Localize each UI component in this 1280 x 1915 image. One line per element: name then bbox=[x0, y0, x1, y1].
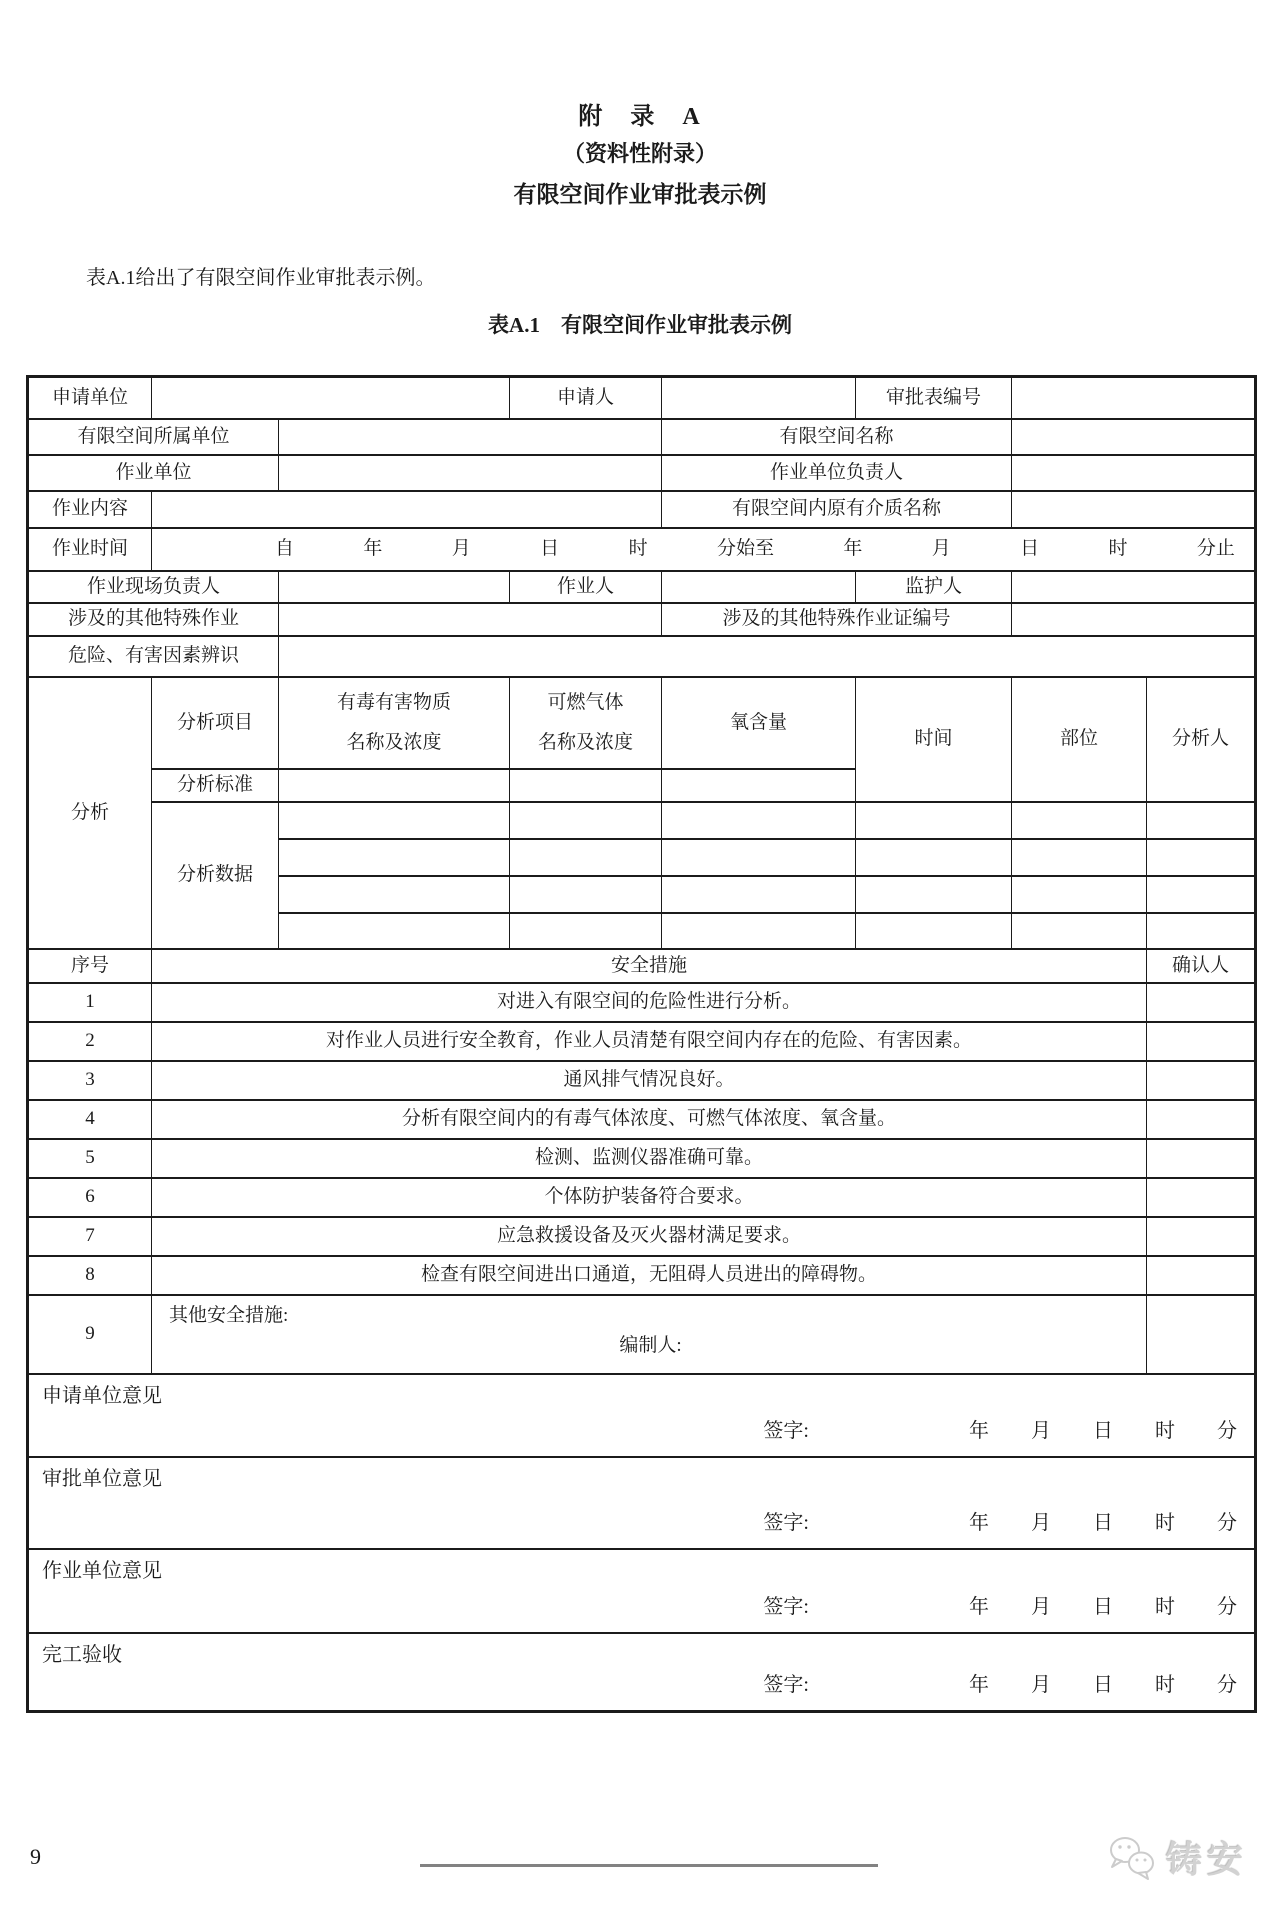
opinion-content bbox=[32, 1551, 1251, 1631]
field-data-flammable-4 bbox=[510, 913, 662, 949]
field-data-flammable-1 bbox=[510, 802, 662, 839]
label-analysis-standard: 分析标准 bbox=[152, 769, 279, 802]
field-other-special-work bbox=[279, 603, 662, 636]
header-safety-measures: 安全措施 bbox=[152, 949, 1147, 983]
intro-paragraph: 表A.1给出了有限空间作业审批表示例。 bbox=[86, 267, 436, 289]
measure-no: 3 bbox=[28, 1061, 152, 1100]
label-hazard-identification: 危险、有害因素辨识 bbox=[28, 636, 279, 677]
signature-line bbox=[32, 1673, 1251, 1709]
field-site-leader bbox=[279, 571, 510, 603]
field-data-toxic-1 bbox=[279, 802, 510, 839]
field-data-oxygen-4 bbox=[662, 913, 856, 949]
label-work-time: 作业时间 bbox=[28, 528, 152, 571]
measure-row-other bbox=[28, 1295, 1256, 1374]
field-data-toxic-4 bbox=[279, 913, 510, 949]
label-original-medium-name: 有限空间内原有介质名称 bbox=[662, 491, 1012, 528]
label-guardian: 监护人 bbox=[856, 571, 1012, 603]
preparer-label: 编制人: bbox=[619, 1334, 682, 1356]
opinion-label: 审批单位意见 bbox=[42, 1467, 162, 1490]
field-standard-toxic bbox=[279, 769, 510, 802]
opinion-cell-completion bbox=[28, 1633, 1256, 1712]
measure-confirm-field bbox=[1147, 1061, 1256, 1100]
opinion-row bbox=[28, 1374, 1256, 1457]
date-unit: 月 bbox=[1031, 1595, 1051, 1618]
header-analyst: 分析人 bbox=[1147, 677, 1256, 802]
field-data-part-4 bbox=[1012, 913, 1147, 949]
date-unit: 月 bbox=[1031, 1673, 1051, 1696]
field-applicant-unit bbox=[152, 377, 510, 419]
label-other-special-work: 涉及的其他特殊作业 bbox=[28, 603, 279, 636]
date-unit: 时 bbox=[1155, 1595, 1175, 1618]
work-time-template bbox=[155, 537, 1251, 561]
label-analysis-data: 分析数据 bbox=[152, 802, 279, 949]
label-other-special-work-cert-no: 涉及的其他特殊作业证编号 bbox=[662, 603, 1012, 636]
label-work-unit-leader: 作业单位负责人 bbox=[662, 455, 1012, 491]
field-data-time-4 bbox=[856, 913, 1012, 949]
measure-confirm-field bbox=[1147, 983, 1256, 1022]
field-applicant bbox=[662, 377, 856, 419]
field-data-time-2 bbox=[856, 839, 1012, 876]
measure-no: 6 bbox=[28, 1178, 152, 1217]
footer-rule bbox=[420, 1864, 878, 1867]
field-data-part-2 bbox=[1012, 839, 1147, 876]
measure-confirm-field bbox=[1147, 1100, 1256, 1139]
measure-row bbox=[28, 1022, 1256, 1061]
measure-text: 个体防护装备符合要求。 bbox=[152, 1178, 1147, 1217]
measure-row bbox=[28, 1139, 1256, 1178]
field-data-time-3 bbox=[856, 876, 1012, 913]
opinion-content bbox=[32, 1459, 1251, 1547]
wechat-bubbles-icon bbox=[1104, 1833, 1162, 1883]
field-data-oxygen-2 bbox=[662, 839, 856, 876]
measure-no: 2 bbox=[28, 1022, 152, 1061]
field-work-unit bbox=[279, 455, 662, 491]
label-applicant: 申请人 bbox=[510, 377, 662, 419]
appendix-subtitle: （资料性附录） bbox=[562, 141, 717, 166]
other-measures-cell bbox=[152, 1295, 1147, 1374]
time-part: 时 bbox=[628, 538, 648, 559]
date-unit: 时 bbox=[1155, 1511, 1175, 1534]
label-analysis: 分析 bbox=[28, 677, 152, 949]
time-part: 月 bbox=[451, 538, 471, 559]
header-part: 部位 bbox=[1012, 677, 1147, 802]
field-other-special-work-cert-no bbox=[1012, 603, 1256, 636]
field-standard-oxygen bbox=[662, 769, 856, 802]
field-data-part-3 bbox=[1012, 876, 1147, 913]
header-toxic-line2: 名称及浓度 bbox=[346, 731, 442, 753]
measure-row bbox=[28, 1256, 1256, 1295]
header-seq-no: 序号 bbox=[28, 949, 152, 983]
appendix-title: 附 录 A bbox=[578, 104, 702, 130]
measure-confirm-field bbox=[1147, 1022, 1256, 1061]
field-approval-form-no bbox=[1012, 377, 1256, 419]
date-unit: 日 bbox=[1093, 1595, 1113, 1618]
label-space-name: 有限空间名称 bbox=[662, 419, 1012, 455]
opinion-cell-approval-unit bbox=[28, 1457, 1256, 1549]
date-unit: 时 bbox=[1155, 1673, 1175, 1696]
date-blanks bbox=[969, 1511, 1237, 1535]
signature-line bbox=[32, 1419, 1251, 1455]
measure-row bbox=[28, 1178, 1256, 1217]
opinion-label: 作业单位意见 bbox=[42, 1559, 162, 1582]
date-unit: 时 bbox=[1155, 1419, 1175, 1442]
signature-line bbox=[32, 1511, 1251, 1547]
opinion-content bbox=[32, 1635, 1251, 1709]
time-part: 分止 bbox=[1196, 538, 1235, 559]
measure-text: 分析有限空间内的有毒气体浓度、可燃气体浓度、氧含量。 bbox=[152, 1100, 1147, 1139]
table-caption: 表A.1 有限空间作业审批表示例 bbox=[488, 313, 792, 337]
date-unit: 日 bbox=[1093, 1673, 1113, 1696]
header-flammable-line1: 可燃气体 bbox=[547, 691, 624, 713]
appendix-heading: 有限空间作业审批表示例 bbox=[513, 182, 767, 207]
label-approval-form-no: 审批表编号 bbox=[856, 377, 1012, 419]
measure-no: 5 bbox=[28, 1139, 152, 1178]
measure-text: 通风排气情况良好。 bbox=[152, 1061, 1147, 1100]
field-work-time bbox=[152, 528, 1256, 571]
field-data-oxygen-1 bbox=[662, 802, 856, 839]
date-unit: 年 bbox=[969, 1673, 989, 1696]
field-original-medium-name bbox=[1012, 491, 1256, 528]
signature-line bbox=[32, 1595, 1251, 1631]
measure-no: 7 bbox=[28, 1217, 152, 1256]
header-flammable-line2: 名称及浓度 bbox=[537, 731, 633, 753]
header-toxic-line1: 有毒有害物质 bbox=[336, 691, 451, 713]
opinion-label: 完工验收 bbox=[42, 1643, 122, 1666]
field-space-owner-unit bbox=[279, 419, 662, 455]
field-work-unit-leader bbox=[1012, 455, 1256, 491]
opinion-row bbox=[28, 1549, 1256, 1633]
watermark-logo bbox=[1104, 1832, 1248, 1883]
field-data-toxic-2 bbox=[279, 839, 510, 876]
field-hazard-identification bbox=[279, 636, 1256, 677]
label-applicant-unit: 申请单位 bbox=[28, 377, 152, 419]
field-data-flammable-3 bbox=[510, 876, 662, 913]
date-unit: 日 bbox=[1093, 1419, 1113, 1442]
approval-form-table bbox=[26, 375, 1257, 1713]
signature-label: 签字: bbox=[763, 1595, 809, 1618]
page-number: 9 bbox=[30, 1844, 41, 1869]
opinion-row bbox=[28, 1633, 1256, 1712]
measure-no: 9 bbox=[28, 1295, 152, 1374]
label-work-unit: 作业单位 bbox=[28, 455, 279, 491]
date-unit: 年 bbox=[969, 1419, 989, 1442]
measure-no: 8 bbox=[28, 1256, 152, 1295]
time-part: 月 bbox=[931, 538, 951, 559]
header-time: 时间 bbox=[856, 677, 1012, 802]
opinion-cell-applicant-unit bbox=[28, 1374, 1256, 1457]
label-worker: 作业人 bbox=[510, 571, 662, 603]
measure-row bbox=[28, 1061, 1256, 1100]
header-flammable-gas bbox=[510, 677, 662, 769]
measure-row bbox=[28, 1217, 1256, 1256]
appendix-header bbox=[0, 0, 1280, 207]
measure-confirm-field bbox=[1147, 1217, 1256, 1256]
date-unit: 月 bbox=[1031, 1511, 1051, 1534]
measure-text: 检查有限空间进出口通道，无阻碍人员进出的障碍物。 bbox=[152, 1256, 1147, 1295]
date-unit: 分 bbox=[1217, 1419, 1237, 1442]
header-toxic-substance bbox=[279, 677, 510, 769]
signature-label: 签字: bbox=[763, 1511, 809, 1534]
measure-no: 1 bbox=[28, 983, 152, 1022]
date-blanks bbox=[969, 1595, 1237, 1619]
field-data-time-1 bbox=[856, 802, 1012, 839]
measure-text: 对进入有限空间的危险性进行分析。 bbox=[152, 983, 1147, 1022]
measure-confirm-field bbox=[1147, 1178, 1256, 1217]
field-data-toxic-3 bbox=[279, 876, 510, 913]
date-unit: 年 bbox=[969, 1595, 989, 1618]
header-confirmer: 确认人 bbox=[1147, 949, 1256, 983]
measure-no: 4 bbox=[28, 1100, 152, 1139]
time-part: 自 bbox=[275, 538, 295, 559]
other-measures-content bbox=[155, 1297, 1143, 1372]
measure-text: 对作业人员进行安全教育，作业人员清楚有限空间内存在的危险、有害因素。 bbox=[152, 1022, 1147, 1061]
measure-text: 应急救援设备及灭火器材满足要求。 bbox=[152, 1217, 1147, 1256]
date-unit: 分 bbox=[1217, 1673, 1237, 1696]
field-data-analyst-2 bbox=[1147, 839, 1256, 876]
field-work-content bbox=[152, 491, 662, 528]
measure-text: 检测、监测仪器准确可靠。 bbox=[152, 1139, 1147, 1178]
opinion-row bbox=[28, 1457, 1256, 1549]
label-work-content: 作业内容 bbox=[28, 491, 152, 528]
time-part: 日 bbox=[540, 538, 560, 559]
field-space-name bbox=[1012, 419, 1256, 455]
date-unit: 年 bbox=[969, 1511, 989, 1534]
time-part: 时 bbox=[1108, 538, 1128, 559]
measure-confirm-field bbox=[1147, 1256, 1256, 1295]
measure-confirm-field bbox=[1147, 1139, 1256, 1178]
time-part: 分始至 bbox=[716, 538, 774, 559]
opinion-cell-work-unit bbox=[28, 1549, 1256, 1633]
signature-label: 签字: bbox=[763, 1419, 809, 1442]
opinion-content bbox=[32, 1376, 1251, 1455]
label-site-leader: 作业现场负责人 bbox=[28, 571, 279, 603]
time-part: 日 bbox=[1020, 538, 1040, 559]
time-part: 年 bbox=[363, 538, 383, 559]
field-guardian bbox=[1012, 571, 1256, 603]
date-unit: 日 bbox=[1093, 1511, 1113, 1534]
date-unit: 月 bbox=[1031, 1419, 1051, 1442]
field-data-oxygen-3 bbox=[662, 876, 856, 913]
measure-row bbox=[28, 983, 1256, 1022]
signature-label: 签字: bbox=[763, 1673, 809, 1696]
opinion-label: 申请单位意见 bbox=[42, 1384, 162, 1407]
field-data-analyst-4 bbox=[1147, 913, 1256, 949]
field-data-flammable-2 bbox=[510, 839, 662, 876]
field-standard-flammable bbox=[510, 769, 662, 802]
measure-row bbox=[28, 1100, 1256, 1139]
field-data-analyst-3 bbox=[1147, 876, 1256, 913]
time-part: 年 bbox=[843, 538, 863, 559]
field-data-part-1 bbox=[1012, 802, 1147, 839]
watermark-text: 铸安 bbox=[1166, 1840, 1249, 1880]
date-blanks bbox=[969, 1673, 1237, 1697]
label-space-owner-unit: 有限空间所属单位 bbox=[28, 419, 279, 455]
field-worker bbox=[662, 571, 856, 603]
header-oxygen-content: 氧含量 bbox=[662, 677, 856, 769]
field-data-analyst-1 bbox=[1147, 802, 1256, 839]
measure-confirm-field bbox=[1147, 1295, 1256, 1374]
date-unit: 分 bbox=[1217, 1511, 1237, 1534]
label-analysis-item: 分析项目 bbox=[152, 677, 279, 769]
date-unit: 分 bbox=[1217, 1595, 1237, 1618]
other-measures-label: 其他安全措施: bbox=[169, 1304, 289, 1326]
date-blanks bbox=[969, 1419, 1237, 1443]
